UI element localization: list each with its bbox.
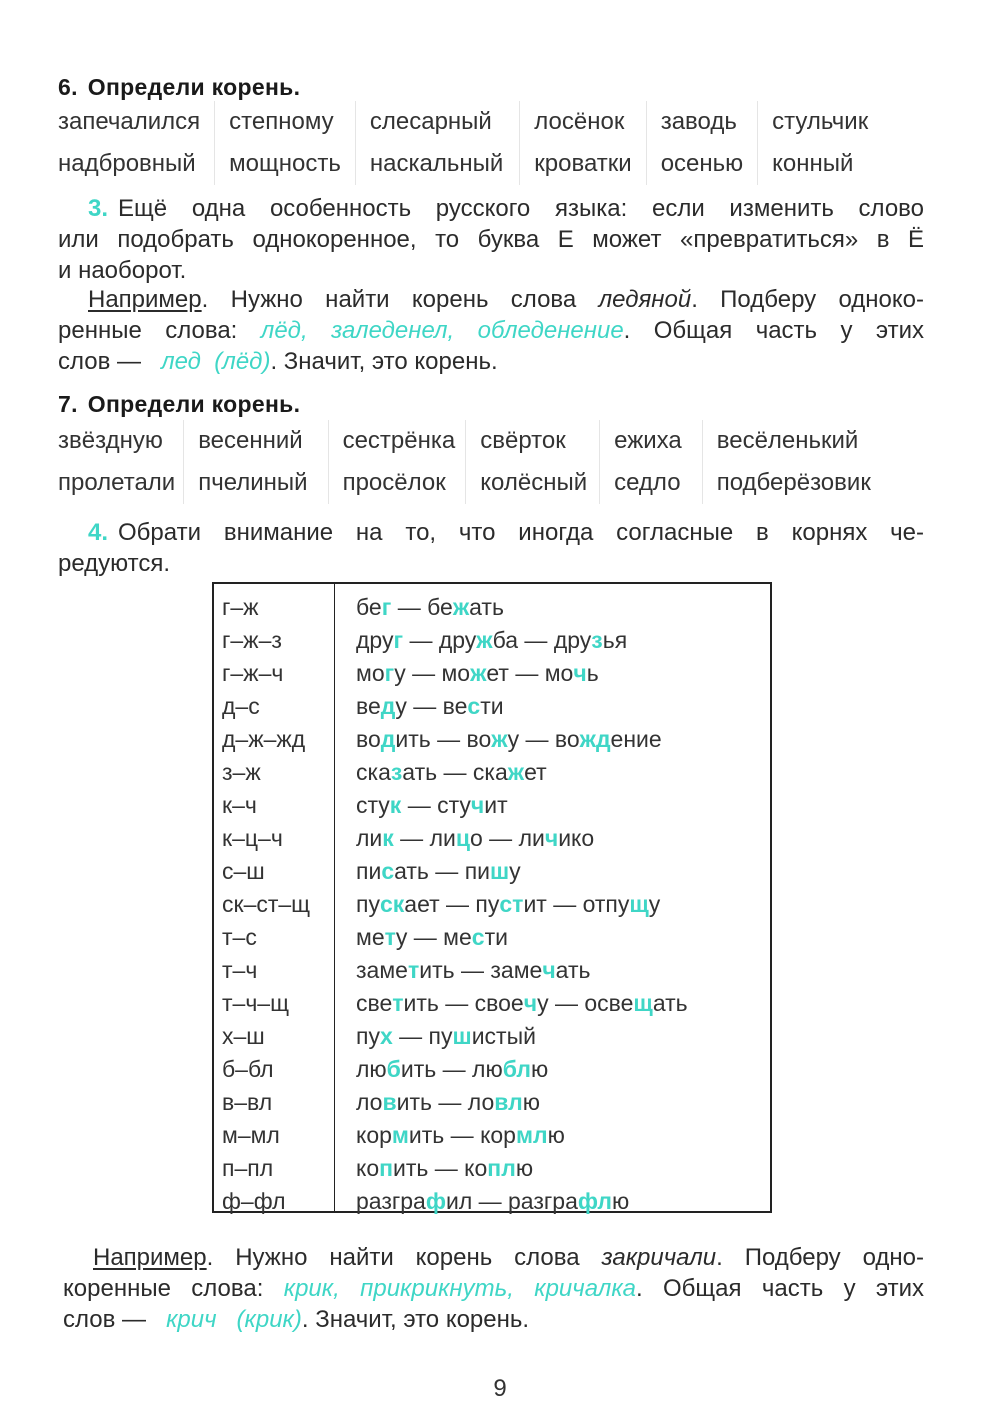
alternation-pattern: д–ж–жд [222, 726, 306, 752]
alternating-letter: пл [487, 1155, 516, 1181]
table-row [214, 656, 770, 689]
word: свёрток [480, 427, 566, 454]
word-part: у [648, 891, 661, 917]
related-word: крик, [283, 1275, 340, 1302]
word-part: пу [356, 891, 380, 917]
text: . Значит, это корень. [270, 347, 498, 375]
word-part: ит — отпу [523, 891, 630, 917]
table-row [214, 722, 770, 755]
word: седло [614, 469, 681, 496]
alternating-letter: ш [490, 858, 510, 884]
section-4-intro [88, 518, 924, 549]
alternating-letter: жд [579, 726, 611, 752]
alternation-example [356, 594, 504, 621]
word-part: ме [356, 924, 385, 950]
word: колёсный [480, 469, 588, 496]
word-part: ить — ло [396, 1089, 495, 1115]
alternation-pattern: х–ш [222, 1023, 265, 1049]
word-column [198, 420, 328, 504]
word-part: ли [356, 825, 383, 851]
word-part: ить — ко [393, 1155, 488, 1181]
alternating-letter: щ [629, 891, 649, 917]
word-part: све [356, 990, 393, 1016]
text: . Общая часть у этих [623, 317, 925, 344]
example-label: Например [88, 286, 202, 313]
alternating-letter: м [391, 1122, 409, 1148]
word: лосёнок [534, 108, 625, 135]
text-line: или подобрать однокоренное, то буква Е может «превратиться» в Ё [58, 226, 924, 253]
alternating-letter: ст [499, 891, 524, 917]
text: ренные слова: [58, 317, 238, 344]
word-part: ет [524, 759, 547, 785]
word-part: разгра [356, 1188, 426, 1214]
task-6-word-grid [58, 101, 882, 185]
alternation-pattern: к–ч [222, 792, 257, 818]
alternating-letter: ч [542, 957, 556, 983]
word: ежиха [614, 427, 682, 454]
task-number: 6. [58, 74, 78, 100]
text-line [88, 518, 924, 549]
alternation-pattern: т–с [222, 924, 257, 950]
alternation-pattern: в–вл [222, 1089, 273, 1115]
table-row [214, 1118, 770, 1151]
text: слов — [58, 347, 142, 375]
word-part: у — осве [537, 990, 634, 1016]
text-line: и наоборот. [58, 256, 187, 284]
table-row [214, 1184, 770, 1217]
word: слесарный [369, 108, 492, 135]
section-3-intro [88, 194, 924, 225]
page-number: 9 [493, 1375, 507, 1402]
alternation-pattern: г–ж–ч [222, 660, 284, 686]
word-part: ья [602, 627, 628, 653]
alternating-letter: бл [502, 1056, 531, 1082]
alternating-letter: ж [476, 627, 493, 653]
alternating-letter: д [380, 693, 396, 719]
table-row [214, 689, 770, 722]
word: пчелиный [198, 469, 308, 496]
word-part: бе [356, 594, 382, 620]
word-part: о — ли [470, 825, 545, 851]
alternating-letter: ч [470, 792, 485, 818]
root: крич [166, 1305, 217, 1333]
text-line [93, 1243, 924, 1274]
word-part: лю [356, 1056, 387, 1082]
text: Ещё одна особенность русского языка: если изменить слово [118, 195, 924, 222]
word-part: — ли [393, 825, 456, 851]
word-part: ать [469, 594, 504, 620]
table-row [214, 854, 770, 887]
alternating-letter: фл [577, 1188, 613, 1214]
text-line [88, 285, 924, 316]
table-row [214, 755, 770, 788]
word-part: дру [356, 627, 394, 653]
alternation-example [356, 1155, 533, 1182]
related-word: кричалка [534, 1275, 636, 1302]
word-part: кор [356, 1122, 392, 1148]
table-row [214, 623, 770, 656]
table-row [214, 821, 770, 854]
alternation-pattern: з–ж [222, 759, 261, 785]
alternating-letter: ск [379, 891, 405, 917]
section-number: 3. [88, 195, 109, 222]
word-column [58, 101, 215, 185]
task-title: Определи корень. [87, 74, 301, 100]
alternating-letter: к [382, 825, 394, 851]
word-part: ать [555, 957, 591, 983]
alternation-example [356, 693, 504, 720]
task-6-heading [58, 74, 300, 101]
task-7-word-grid [58, 420, 885, 504]
word-part: ит [484, 792, 508, 818]
word: конный [772, 150, 854, 177]
word: сестрёнка [342, 427, 456, 454]
text: . Подберу одноко- [691, 286, 925, 313]
alternating-letter: с [381, 858, 395, 884]
word-part: ать [652, 990, 688, 1016]
word-part: у — во [507, 726, 580, 752]
word-part: заме [356, 957, 408, 983]
text-line [58, 316, 924, 347]
alternating-letter: ж [452, 594, 470, 620]
word: запечалился [58, 108, 201, 135]
word-part: ю [547, 1122, 565, 1148]
word-column [534, 101, 646, 185]
word: надбровный [58, 150, 196, 177]
alternation-pattern: д–с [222, 693, 260, 719]
alternating-letter: г [384, 660, 395, 686]
related-word: заледенел, [331, 317, 455, 344]
alternation-example [356, 726, 662, 753]
word-part: ти [480, 693, 504, 719]
alternation-example [356, 924, 508, 951]
alternation-example [356, 660, 599, 687]
word-column [58, 420, 184, 504]
word: степному [229, 108, 334, 135]
alternating-letter: п [379, 1155, 394, 1181]
word-part: ил — разгра [445, 1188, 578, 1214]
alternating-letter: б [386, 1056, 401, 1082]
word: просёлок [342, 469, 446, 496]
table-row [214, 1019, 770, 1052]
word: заводь [660, 108, 737, 135]
alternating-letter: с [471, 924, 485, 950]
alternation-pattern: п–пл [222, 1155, 274, 1181]
alternating-letter: д [380, 726, 396, 752]
word-part: ать — ска [402, 759, 508, 785]
section-3-example [88, 285, 924, 316]
word: кроватки [534, 150, 632, 177]
text: коренные слова: [63, 1275, 264, 1302]
alternating-letter: г [393, 627, 404, 653]
task-title: Определи корень. [87, 391, 301, 417]
alternating-letter: вл [494, 1089, 523, 1115]
alternation-pattern: г–ж [222, 594, 259, 620]
alternation-pattern: ск–ст–щ [222, 891, 311, 917]
example-word: ледяной [598, 286, 692, 313]
alternation-pattern: б–бл [222, 1056, 274, 1082]
alternating-letter: ж [470, 660, 487, 686]
alternation-pattern: т–ч [222, 957, 258, 983]
word-part: ить — заме [419, 957, 543, 983]
alternating-letter: ф [425, 1188, 446, 1214]
word: весенний [198, 427, 303, 454]
word-column [614, 420, 703, 504]
word-column [717, 420, 885, 504]
text: . Общая часть у этих [636, 1275, 925, 1302]
word-part: ает — пу [404, 891, 500, 917]
word-column [370, 101, 520, 185]
text: . Нужно найти корень слова [206, 1244, 580, 1271]
word-column [772, 101, 882, 185]
word-part: сту [356, 792, 390, 818]
word: стульчик [772, 108, 869, 135]
word-part: пу [356, 1023, 380, 1049]
word-part: ение [610, 726, 662, 752]
task-number: 7. [58, 391, 78, 417]
alternating-letter: ч [523, 990, 538, 1016]
related-word: прикрикнуть, [360, 1275, 514, 1302]
table-row [214, 1052, 770, 1085]
word-part: истый [471, 1023, 536, 1049]
word-part: ти [484, 924, 508, 950]
example-word: закричали [601, 1244, 717, 1271]
text-line: редуются. [58, 550, 171, 577]
table-row [214, 788, 770, 821]
word-column [661, 101, 758, 185]
alternation-pattern: ф–фл [222, 1188, 286, 1214]
table-row [214, 887, 770, 920]
alternation-example [356, 759, 547, 786]
word-part: ло [356, 1089, 383, 1115]
alternating-letter: т [392, 990, 404, 1016]
text-line [63, 1274, 924, 1305]
alternation-example [356, 1188, 629, 1215]
related-word: обледенение [477, 317, 624, 344]
alternating-letter: г [381, 594, 392, 620]
example-2 [93, 1243, 924, 1274]
alternating-letter: щ [633, 990, 653, 1016]
table-row [214, 920, 770, 953]
alternating-letter: ж [491, 726, 508, 752]
word-part: — сту [401, 792, 471, 818]
word-column [343, 420, 467, 504]
table-row [214, 590, 770, 623]
word-part: у [509, 858, 521, 884]
word-part: ве [356, 693, 381, 719]
table-row [214, 1151, 770, 1184]
word-part: ить — кор [408, 1122, 516, 1148]
alternating-letter: к [389, 792, 402, 818]
alternation-pattern: к–ц–ч [222, 825, 283, 851]
alternation-example [356, 957, 590, 984]
alternation-example [356, 891, 660, 918]
alternation-pattern: м–мл [222, 1122, 280, 1148]
word: подберёзовик [716, 469, 871, 496]
word-part: ико [558, 825, 595, 851]
word-part: ить — свое [403, 990, 524, 1016]
word-part: у — мо [394, 660, 471, 686]
word-part: ить — во [395, 726, 492, 752]
word-part: ю [612, 1188, 630, 1214]
alternation-example [356, 627, 627, 654]
word-column [480, 420, 600, 504]
word: звёздную [58, 427, 163, 454]
word-part: ю [530, 1056, 549, 1082]
word-part: мо [356, 660, 385, 686]
section-4-text [58, 549, 924, 580]
word-part: — дру [403, 627, 477, 653]
root: лед [161, 347, 201, 375]
alternating-letter: з [591, 627, 603, 653]
alternation-example [356, 1089, 540, 1116]
alternating-letter: ж [507, 759, 525, 785]
word-part: ь [586, 660, 599, 686]
text-line [63, 1305, 924, 1336]
alternation-example [356, 990, 688, 1017]
word: наскальный [369, 150, 504, 177]
word-part: ить — лю [400, 1056, 503, 1082]
text: слов — [63, 1305, 147, 1333]
word-part: ска [356, 759, 391, 785]
root-alt: (крик) [236, 1305, 302, 1333]
word-part: — бе [391, 594, 453, 620]
word: осенью [660, 150, 744, 177]
alternation-pattern: т–ч–щ [222, 990, 290, 1016]
example-label: Например [93, 1244, 207, 1271]
alternation-pattern: г–ж–з [222, 627, 282, 653]
table-row [214, 986, 770, 1019]
alternating-letter: с [467, 693, 481, 719]
text: . Подберу одно- [716, 1244, 924, 1271]
alternation-example [356, 792, 508, 819]
task-7-heading [58, 391, 300, 418]
alternation-example [356, 1122, 565, 1149]
related-word: лёд, [260, 317, 308, 344]
word-column [229, 101, 356, 185]
alternating-letter: ц [455, 825, 470, 851]
table-row [214, 953, 770, 986]
word-part: у — ве [395, 693, 468, 719]
word-part: ет — мо [486, 660, 574, 686]
alternating-letter: ч [573, 660, 587, 686]
word-part: — пу [392, 1023, 453, 1049]
alternating-letter: х [379, 1023, 393, 1049]
word-part: ать — пи [394, 858, 490, 884]
text: Обрати внимание на то, что иногда согласные в корнях че- [118, 519, 924, 546]
alternating-letter: ш [452, 1023, 472, 1049]
alternation-example [356, 1023, 536, 1050]
alternation-table [212, 582, 772, 1213]
alternation-example [356, 825, 594, 852]
alternating-letter: ч [544, 825, 559, 851]
alternating-letter: з [390, 759, 403, 785]
text: . Значит, это корень. [301, 1305, 530, 1333]
section-number: 4. [88, 519, 109, 546]
section-3-example-cont [58, 316, 924, 377]
root-alt: (лёд) [214, 347, 271, 375]
section-3-text [58, 225, 924, 286]
text-line [58, 347, 924, 378]
word-part: ба — дру [492, 627, 592, 653]
alternation-example [356, 858, 521, 885]
word-part: ю [515, 1155, 534, 1181]
word-part: у — ме [395, 924, 472, 950]
text-line [88, 194, 924, 225]
text: . Нужно найти корень слова [201, 286, 577, 313]
word: пролетали [58, 469, 176, 496]
word: мощность [229, 150, 341, 177]
word-part: пи [356, 858, 382, 884]
word: весёленький [716, 427, 859, 454]
word-part: во [356, 726, 381, 752]
alternation-example [356, 1056, 548, 1083]
example-2-cont [63, 1274, 924, 1335]
table-row [214, 1085, 770, 1118]
alternating-letter: в [382, 1089, 397, 1115]
word-part: ко [356, 1155, 380, 1181]
alternating-letter: т [407, 957, 420, 983]
alternation-pattern: с–ш [222, 858, 265, 884]
alternating-letter: т [384, 924, 396, 950]
word-part: ю [522, 1089, 540, 1115]
alternating-letter: мл [515, 1122, 548, 1148]
